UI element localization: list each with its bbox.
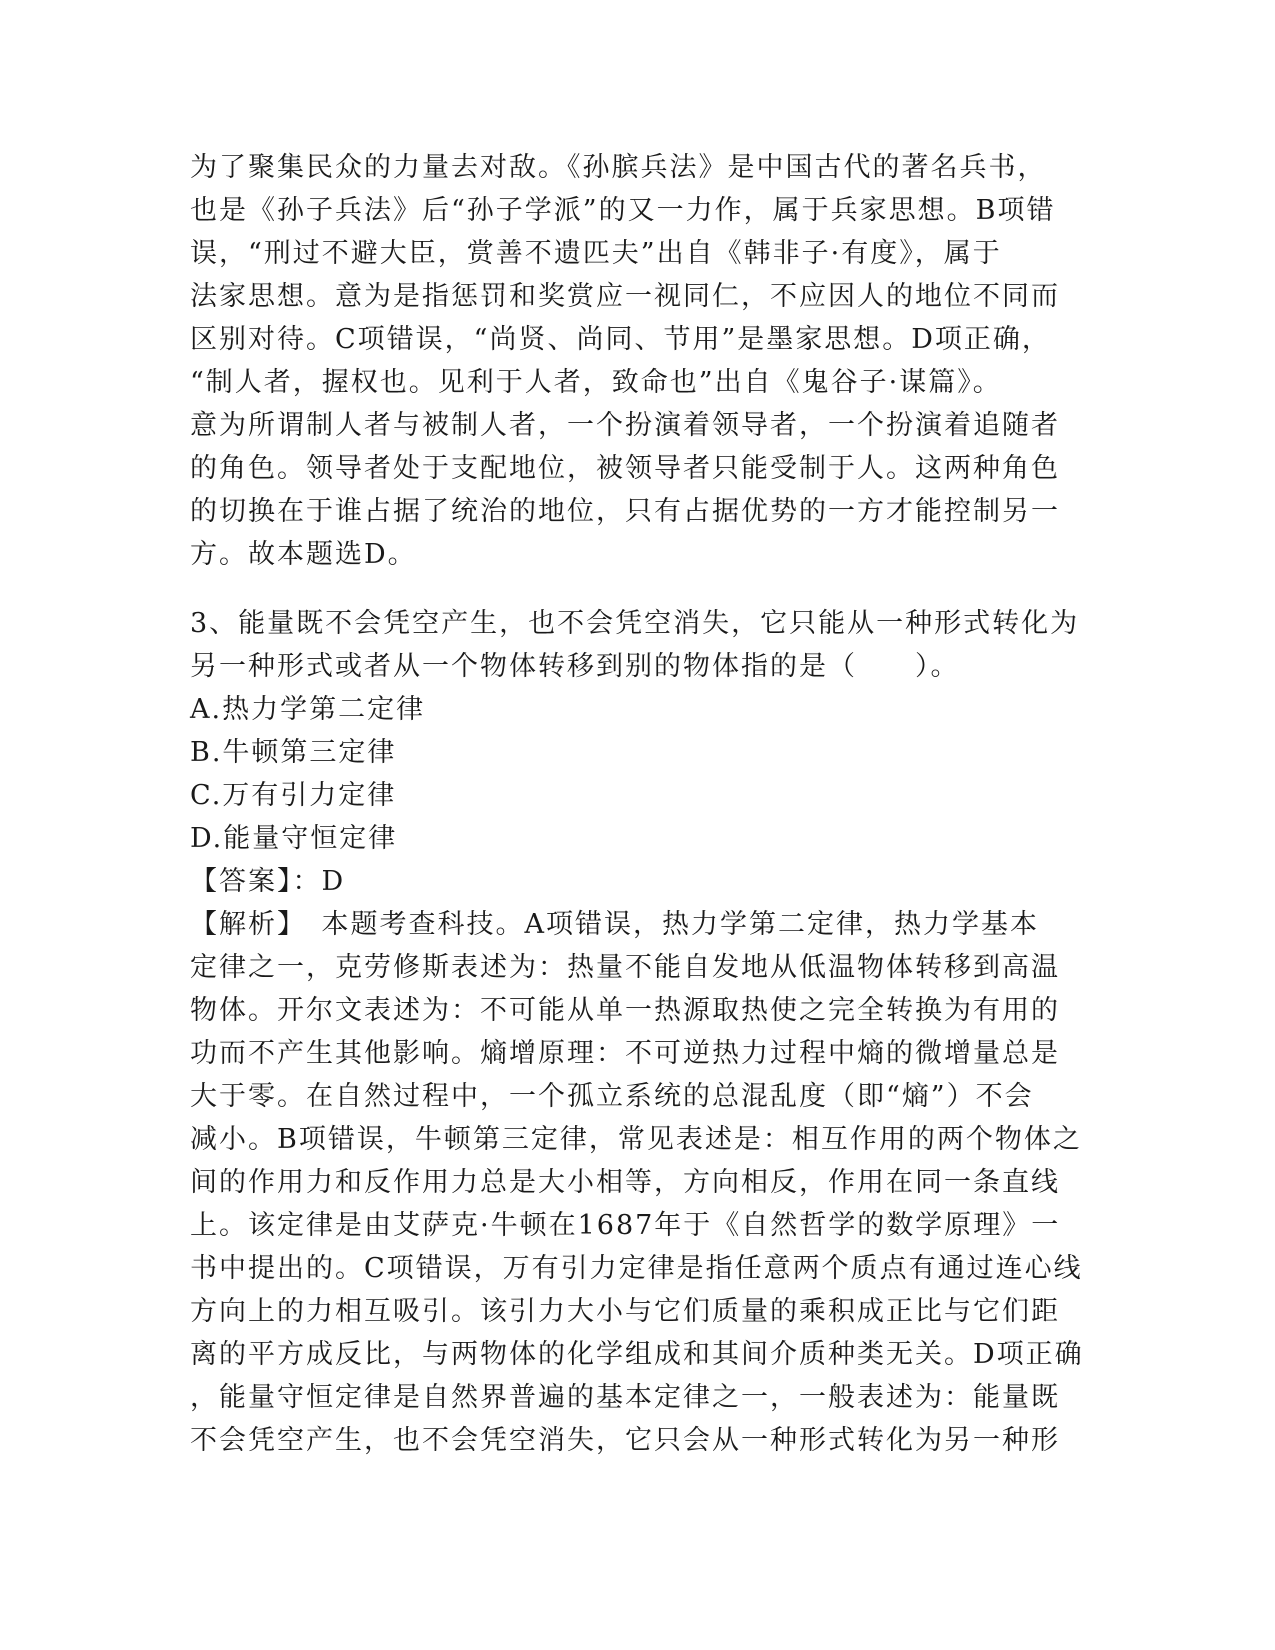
option-d: D.能量守恒定律: [190, 823, 398, 854]
analysis-line: 【解析】 本题考查科技。A项错误，热力学第二定律，热力学基本: [190, 909, 1039, 940]
analysis-line: 上。该定律是由艾萨克·牛顿在1687年于《自然哲学的数学原理》一: [190, 1210, 1061, 1241]
analysis-line: 定律之一，克劳修斯表述为：热量不能自发地从低温物体转移到高温: [190, 952, 1060, 983]
analysis-line: ，能量守恒定律是自然界普遍的基本定律之一，一般表述为：能量既: [190, 1382, 1060, 1413]
paragraph-line: 方。故本题选D。: [190, 539, 417, 570]
option-a: A.热力学第二定律: [190, 694, 426, 725]
question-stem-line: 另一种形式或者从一个物体转移到别的物体指的是（ ）。: [190, 651, 960, 682]
analysis-line: 减小。B项错误，牛顿第三定律，常见表述是：相互作用的两个物体之: [190, 1124, 1082, 1155]
analysis-line: 间的作用力和反作用力总是大小相等，方向相反，作用在同一条直线: [190, 1167, 1060, 1198]
question-stem-line: 3、能量既不会凭空产生，也不会凭空消失，它只能从一种形式转化为: [190, 608, 1080, 639]
analysis-line: 物体。开尔文表述为：不可能从单一热源取热使之完全转换为有用的: [190, 995, 1060, 1026]
analysis-line: 大于零。在自然过程中，一个孤立系统的总混乱度（即“熵”）不会: [190, 1081, 1034, 1112]
paragraph-line: 意为所谓制人者与被制人者，一个扮演着领导者，一个扮演着追随者: [190, 410, 1060, 441]
question-3: [190, 602, 1084, 1462]
paragraph-line: 区别对待。C项错误，“尚贤、尚同、节用”是墨家思想。D项正确，: [190, 324, 1051, 355]
option-c: C.万有引力定律: [190, 780, 397, 811]
paragraph-line: 的切换在于谁占据了统治的地位，只有占据优势的一方才能控制另一: [190, 496, 1060, 527]
paragraph-line: 法家思想。意为是指惩罚和奖赏应一视同仁，不应因人的地位不同而: [190, 281, 1060, 312]
answer-line: 【答案】：D: [190, 866, 346, 897]
option-b: B.牛顿第三定律: [190, 737, 397, 768]
paragraph-line: “制人者，握权也。见利于人者，致命也”出自《鬼谷子·谋篇》。: [190, 367, 1002, 398]
previous-explanation-continuation: [190, 146, 1080, 576]
paragraph-line: 的角色。领导者处于支配地位，被领导者只能受制于人。这两种角色: [190, 453, 1060, 484]
paragraph-line: 为了聚集民众的力量去对敌。《孙膑兵法》是中国古代的著名兵书，: [190, 152, 1047, 183]
analysis-line: 功而不产生其他影响。熵增原理：不可逆热力过程中熵的微增量总是: [190, 1038, 1060, 1069]
analysis-line: 书中提出的。C项错误，万有引力定律是指任意两个质点有通过连心线: [190, 1253, 1083, 1284]
analysis-line: 方向上的力相互吸引。该引力大小与它们质量的乘积成正比与它们距: [190, 1296, 1060, 1327]
paragraph-line: 误，“刑过不避大臣，赏善不遗匹夫”出自《韩非子·有度》，属于: [190, 238, 1002, 269]
paragraph-line: 也是《孙子兵法》后“孙子学派”的又一力作，属于兵家思想。B项错: [190, 195, 1056, 226]
analysis-line: 不会凭空产生，也不会凭空消失，它只会从一种形式转化为另一种形: [190, 1425, 1060, 1456]
analysis-line: 离的平方成反比，与两物体的化学组成和其间介质种类无关。D项正确: [190, 1339, 1084, 1370]
